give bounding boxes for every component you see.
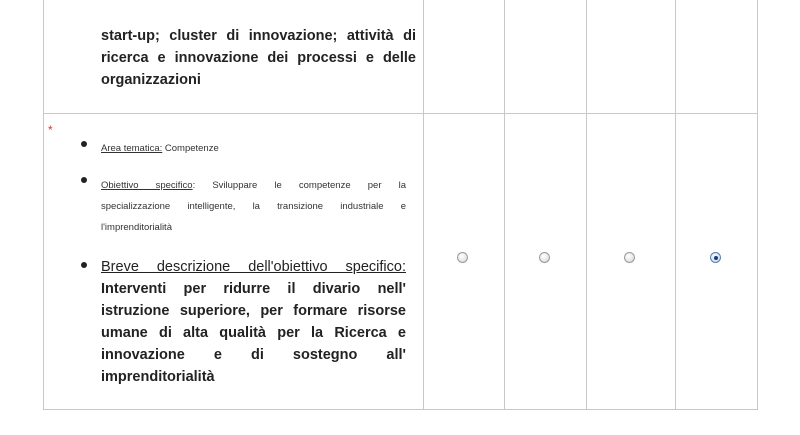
area-tematica bbox=[101, 143, 219, 154]
rating-radio-3[interactable] bbox=[624, 252, 635, 263]
obiettivo-specifico bbox=[101, 175, 406, 238]
table-border-left bbox=[43, 0, 44, 410]
breve-descrizione bbox=[101, 256, 406, 388]
breve-descrizione-label: Breve descrizione dell'obiettivo specifico: bbox=[101, 259, 406, 275]
text-line: : Sviluppare le competenze per la bbox=[192, 180, 406, 191]
rating-table bbox=[43, 0, 758, 410]
table-border-right bbox=[757, 0, 758, 410]
bullet-icon bbox=[81, 177, 87, 183]
table-divider-2 bbox=[504, 0, 505, 410]
table-divider-4 bbox=[675, 0, 676, 410]
required-asterisk: * bbox=[48, 123, 53, 137]
table-divider-1 bbox=[423, 0, 424, 410]
text-line: innovazione e di sostegno all' bbox=[101, 347, 406, 363]
text-line: istruzione superiore, per formare risorse bbox=[101, 303, 406, 319]
rating-radio-4[interactable] bbox=[710, 252, 721, 263]
area-tematica-label: Area tematica: bbox=[101, 143, 163, 154]
table-border-bottom bbox=[43, 409, 758, 410]
table-divider-3 bbox=[586, 0, 587, 410]
text-line: start-up; cluster di innovazione; attività di bbox=[101, 28, 416, 44]
text-line: specializzazione intelligente, la transizione industriale e bbox=[101, 201, 406, 212]
previous-row-description bbox=[101, 25, 416, 91]
row-separator bbox=[43, 113, 758, 114]
radio-selected-dot bbox=[714, 256, 718, 260]
bullet-icon bbox=[81, 262, 87, 268]
text-line: l'imprenditorialità bbox=[101, 222, 172, 233]
rating-radio-1[interactable] bbox=[457, 252, 468, 263]
text-line: ricerca e innovazione dei processi e delle bbox=[101, 50, 416, 66]
text-line: umane di alta qualità per la Ricerca e bbox=[101, 325, 406, 341]
obiettivo-label: Obiettivo specifico bbox=[101, 180, 193, 191]
bullet-icon bbox=[81, 141, 87, 147]
area-tematica-value: Competenze bbox=[162, 143, 219, 154]
rating-radio-2[interactable] bbox=[539, 252, 550, 263]
text-line: Interventi per ridurre il divario nell' bbox=[101, 281, 406, 297]
text-line: imprenditorialità bbox=[101, 369, 215, 385]
text-line: organizzazioni bbox=[101, 72, 201, 88]
